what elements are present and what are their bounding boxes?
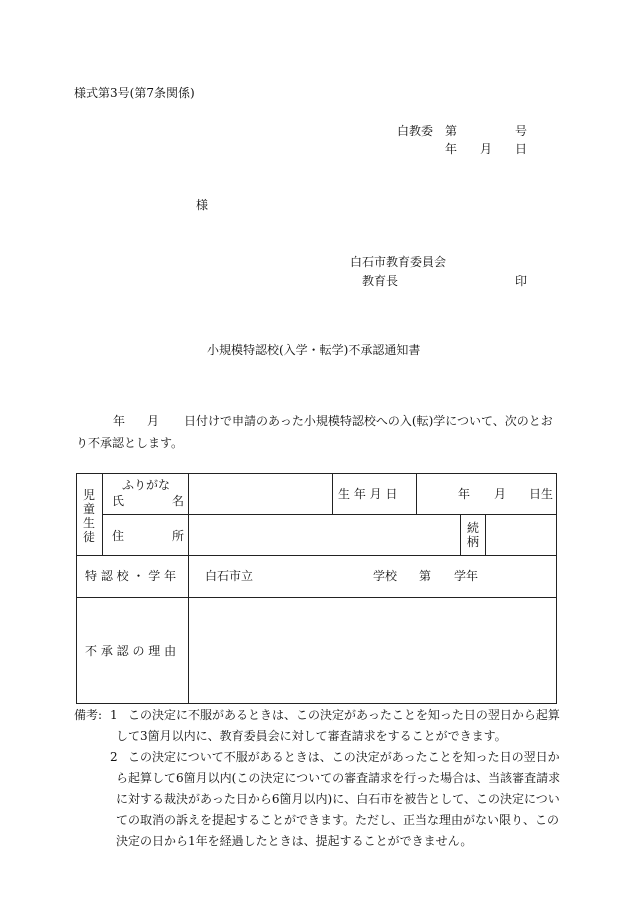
table-line [485,514,486,555]
body-line-1: 日付けで申請のあった小規模特認校への入(転)学について、次のとお [184,414,553,428]
info-table [76,473,557,704]
note-2-line: 決定の日から1年を経過したときは、提起することができません。 [116,834,473,848]
note-1-number: 1 [110,708,118,722]
furigana-label: ふりがな [122,478,171,492]
sender-title: 教育長 [362,274,399,288]
address-label-ju: 住 [112,529,125,543]
body-month: 月 [147,414,160,428]
table-line [416,474,417,514]
school-label: 特 認 校 ・ 学 年 [85,569,177,583]
sender-org: 白石市教育委員会 [350,255,447,269]
table-line [102,514,557,515]
table-line [102,474,103,555]
note-2-number: 2 [110,750,118,764]
note-2-line: この決定について不服があるときは、この決定があったことを知った日の翌日か [128,750,560,764]
body-year: 年 [113,414,126,428]
doc-number-prefix: 白教委 [397,124,434,138]
birthdate-label: 生 年 月 日 [338,487,398,501]
date-year: 年 [445,142,458,156]
addressee-sama: 様 [196,198,209,212]
note-2-line: に対する裁決があった日から6箇月以内)に、白石市を被告として、この決定につい [116,792,560,806]
table-line [77,597,557,598]
note-2-line: ら起算して6箇月以内(この決定についての審査請求を行った場合は、当該審査請求 [116,771,561,785]
document-title: 小規模特認校(入学・転学)不承認通知書 [207,343,421,357]
date-day: 日 [515,142,528,156]
name-label-shi: 氏 [112,494,125,508]
sender-seal: 印 [515,274,528,288]
table-line [77,555,557,556]
form-number: 様式第3号(第7条関係) [74,86,195,100]
body-line-2: り不承認とします。 [76,436,184,450]
table-line [332,474,333,514]
relationship-label: 続柄 [466,521,479,549]
birth-year: 年 [458,487,471,501]
name-label-mei: 名 [172,494,185,508]
school-gakko: 学校 [373,569,398,583]
student-label: 児童生徒 [82,488,95,544]
table-line [188,474,189,704]
birth-day: 日生 [529,487,554,501]
address-label-sho: 所 [172,529,185,543]
date-month: 月 [480,142,493,156]
school-dai: 第 [419,569,432,583]
table-line [460,514,461,555]
notes-heading: 備考: [74,708,103,722]
birth-month: 月 [494,487,507,501]
note-1-line: この決定に不服があるときは、この決定があったことを知った日の翌日から起算 [128,708,560,722]
note-2-line: ての取消の訴えを提起することができます。ただし、正当な理由がない限り、この [116,813,560,827]
doc-number-dai: 第 [445,124,458,138]
reason-label: 不 承 認 の 理 由 [85,644,177,658]
school-grade: 学年 [454,569,479,583]
doc-number-go: 号 [515,124,528,138]
school-city: 白石市立 [205,569,254,583]
note-1-line: して3箇月以内に、教育委員会に対して審査請求をすることができます。 [116,729,507,743]
